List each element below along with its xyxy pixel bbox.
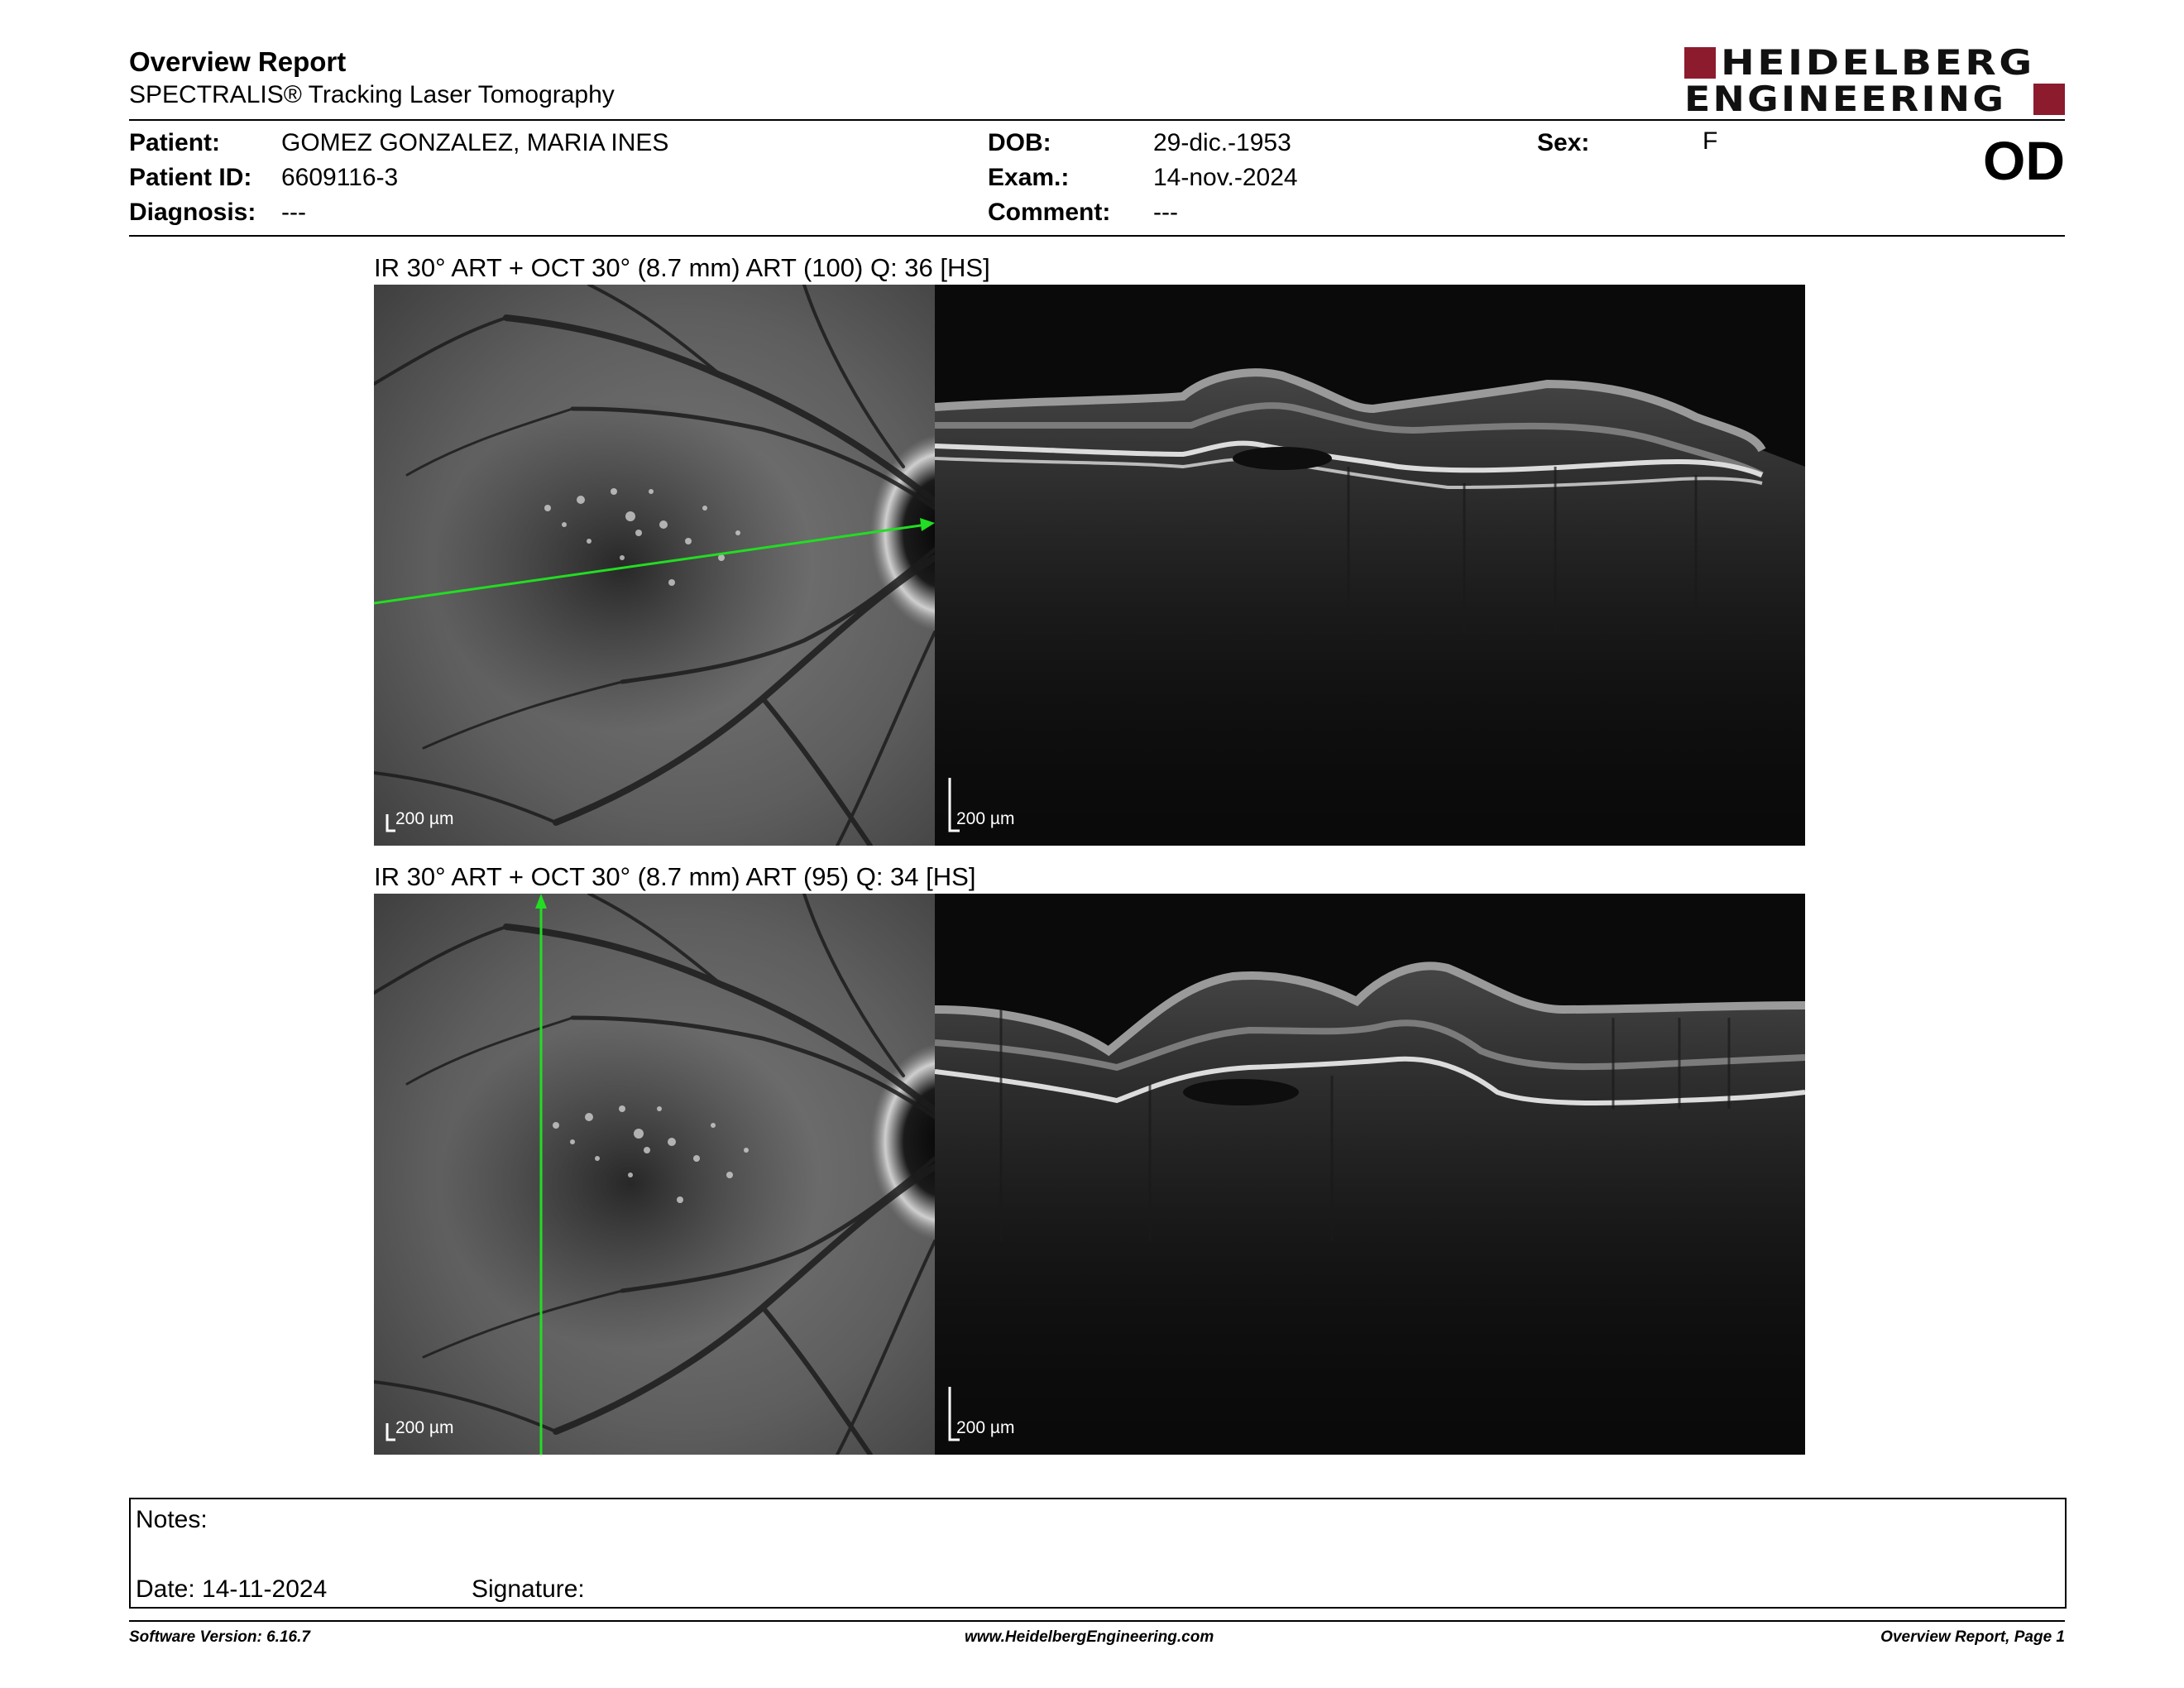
scan-2-oct-image (935, 894, 1805, 1455)
sex-value: F (1703, 127, 1718, 155)
diagnosis-label: Diagnosis: (129, 199, 256, 226)
scale-bar-icon (386, 814, 395, 832)
info-divider (129, 235, 2065, 237)
report-title: Overview Report (129, 46, 347, 77)
logo-square-icon (1684, 47, 1716, 79)
patient-id-label: Patient ID: (129, 164, 252, 191)
scan-1-oct-scale: 200 µm (956, 809, 1015, 828)
signature-label: Signature: (472, 1575, 585, 1603)
software-version: Software Version: 6.16.7 (129, 1628, 310, 1646)
diagnosis-value: --- (281, 199, 306, 226)
footer-divider (129, 1620, 2065, 1622)
scan-1-oct-image (935, 285, 1805, 846)
date-label: Date: 14-11-2024 (136, 1575, 328, 1603)
exam-label: Exam.: (988, 164, 1070, 191)
scan-2-fundus-scale: 200 µm (395, 1418, 454, 1437)
logo-line-2: ENGINEERING (1684, 79, 2007, 119)
scan-2-oct-scale: 200 µm (956, 1418, 1015, 1437)
scale-bar-icon (386, 1423, 395, 1441)
patient-name: GOMEZ GONZALEZ, MARIA INES (281, 129, 669, 156)
heidelberg-logo (1684, 42, 2065, 119)
logo-line-1: HEIDELBERG (1721, 42, 2035, 83)
patient-id-value: 6609116-3 (281, 164, 399, 191)
header-divider (129, 119, 2065, 121)
comment-label: Comment: (988, 199, 1111, 226)
scan-1-fundus-image (374, 285, 935, 846)
notes-label: Notes: (136, 1506, 208, 1533)
notes-box (129, 1498, 2067, 1609)
dob-label: DOB: (988, 129, 1051, 156)
eye-indicator: OD (1983, 130, 2065, 191)
scan-2-fundus-image (374, 894, 935, 1455)
logo-square-icon (2033, 84, 2065, 115)
scan-1-caption: IR 30° ART + OCT 30° (8.7 mm) ART (100) Q: 36 [HS] (374, 253, 990, 282)
dob-value: 29-dic.-1953 (1153, 129, 1291, 156)
sex-label: Sex: (1537, 129, 1590, 156)
report-subtitle: SPECTRALIS® Tracking Laser Tomography (129, 81, 615, 108)
scan-2-caption: IR 30° ART + OCT 30° (8.7 mm) ART (95) Q: 34 [HS] (374, 862, 976, 891)
comment-value: --- (1153, 199, 1178, 226)
page-number: Overview Report, Page 1 (1880, 1628, 2065, 1646)
exam-value: 14-nov.-2024 (1153, 164, 1298, 191)
website-link[interactable]: www.HeidelbergEngineering.com (965, 1628, 1214, 1646)
patient-label: Patient: (129, 129, 221, 156)
scan-1-fundus-scale: 200 µm (395, 809, 454, 828)
